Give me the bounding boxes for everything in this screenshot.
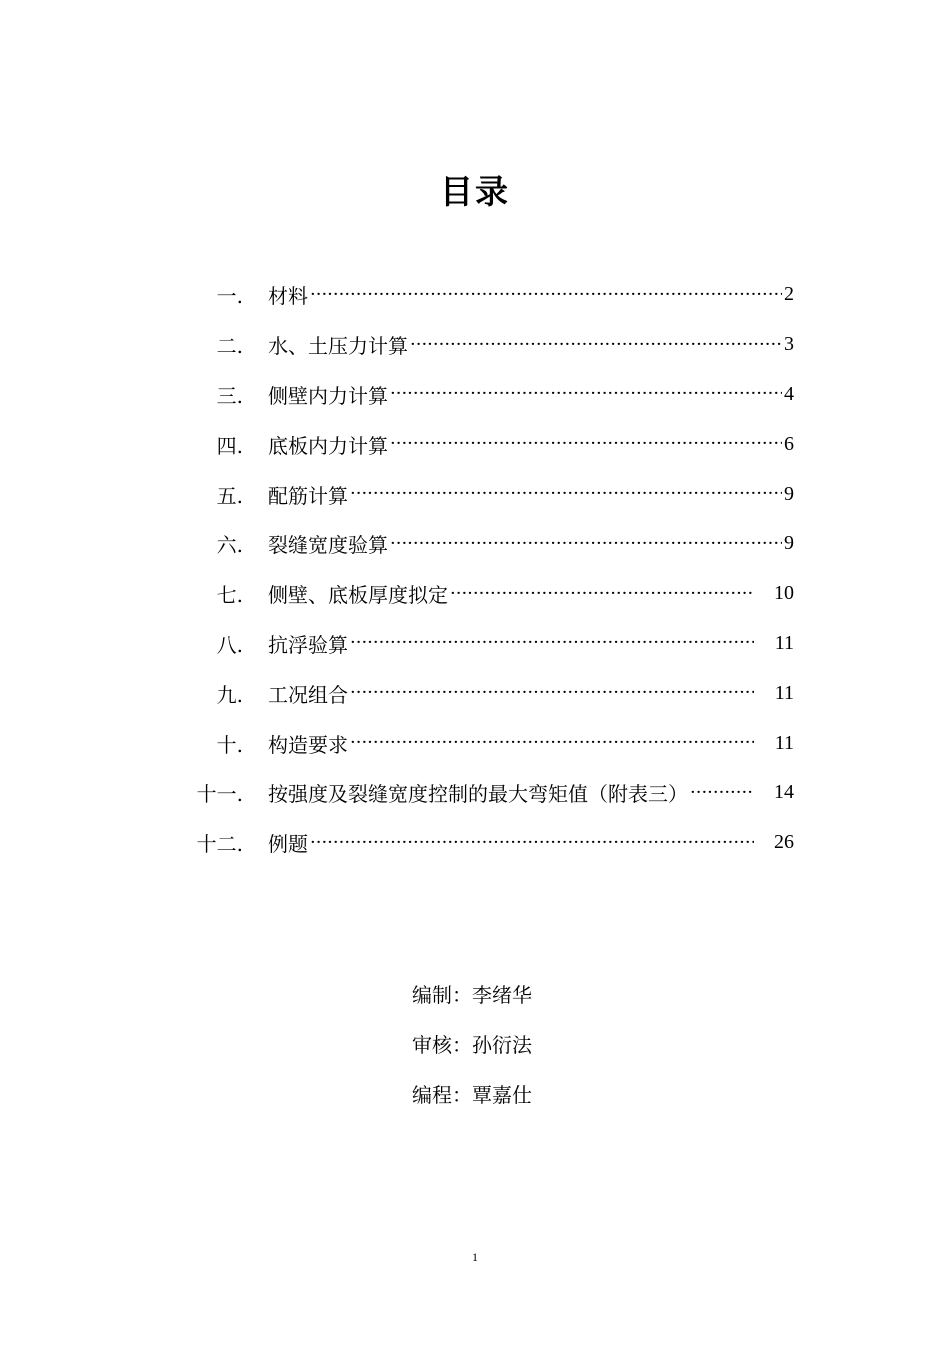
- toc-entry-page: 9: [784, 482, 794, 505]
- toc-entry[interactable]: [188, 519, 794, 569]
- toc-entry-title: 工况组合: [268, 682, 348, 707]
- toc-leader-dots: [310, 286, 782, 304]
- toc-entry-number: 十一.: [196, 782, 243, 807]
- credits-block: [412, 968, 532, 1118]
- toc-entry[interactable]: [188, 619, 794, 669]
- toc-entry[interactable]: [188, 768, 794, 818]
- toc-entry-title: 按强度及裂缝宽度控制的最大弯矩值（附表三）: [268, 782, 688, 807]
- toc-entry-title: 水、土压力计算: [268, 334, 408, 359]
- toc-entry-number: 四.: [216, 433, 243, 458]
- toc-entry-title: 侧壁内力计算: [268, 383, 388, 408]
- toc-entry-title: 例题: [268, 832, 308, 857]
- toc-entry-title: 抗浮验算: [268, 632, 348, 657]
- toc-entry-number: 二.: [216, 334, 243, 359]
- credit-editor: [412, 968, 532, 1018]
- toc-entry-page: 11: [774, 631, 794, 654]
- toc-leader-dots: [390, 385, 782, 403]
- toc-entry-page: 10: [774, 582, 794, 605]
- toc-entry-number: 三.: [216, 383, 243, 408]
- toc-entry[interactable]: [188, 370, 794, 420]
- table-of-contents: [188, 270, 794, 868]
- page-title: 目录: [440, 172, 510, 211]
- credit-label: 审核：: [412, 1032, 472, 1057]
- toc-entry[interactable]: [188, 270, 794, 320]
- page-number: 1: [472, 1250, 478, 1264]
- toc-entry-title: 配筋计算: [268, 483, 348, 508]
- toc-leader-dots: [390, 435, 782, 453]
- toc-entry-page: 6: [784, 432, 794, 455]
- toc-entry[interactable]: [188, 668, 794, 718]
- toc-entry-page: 14: [774, 781, 794, 804]
- toc-leader-dots: [690, 784, 754, 802]
- toc-entry-number: 一.: [216, 284, 243, 309]
- credit-label: 编程：: [412, 1082, 472, 1107]
- credit-label: 编制：: [412, 982, 472, 1007]
- toc-leader-dots: [350, 734, 754, 752]
- toc-entry-page: 4: [784, 382, 794, 405]
- toc-entry-number: 十.: [216, 732, 243, 757]
- toc-leader-dots: [450, 585, 754, 603]
- toc-leader-dots: [390, 535, 782, 553]
- toc-entry-page: 11: [774, 731, 794, 754]
- toc-entry[interactable]: [188, 469, 794, 519]
- toc-leader-dots: [350, 485, 782, 503]
- toc-leader-dots: [350, 634, 754, 652]
- toc-entry-number: 八.: [216, 632, 243, 657]
- toc-entry-page: 3: [784, 333, 794, 356]
- toc-entry[interactable]: [188, 320, 794, 370]
- toc-entry-page: 9: [784, 532, 794, 555]
- toc-entry[interactable]: [188, 818, 794, 868]
- toc-entry-number: 五.: [216, 483, 243, 508]
- toc-entry-title: 材料: [268, 284, 308, 309]
- toc-entry[interactable]: [188, 569, 794, 619]
- toc-entry-number: 六.: [216, 533, 243, 558]
- toc-entry-page: 26: [774, 831, 794, 854]
- credit-programmer: [412, 1068, 532, 1118]
- toc-entry-number: 九.: [216, 682, 243, 707]
- toc-entry-page: 11: [774, 681, 794, 704]
- toc-entry-page: 2: [784, 283, 794, 306]
- toc-leader-dots: [350, 684, 754, 702]
- toc-entry[interactable]: [188, 419, 794, 469]
- credit-name: 孙衍法: [472, 1032, 532, 1057]
- toc-entry-title: 构造要求: [268, 732, 348, 757]
- toc-entry[interactable]: [188, 718, 794, 768]
- toc-entry-title: 底板内力计算: [268, 433, 388, 458]
- toc-leader-dots: [310, 834, 754, 852]
- credit-name: 覃嘉仕: [472, 1082, 532, 1107]
- credit-reviewer: [412, 1018, 532, 1068]
- toc-entry-title: 侧壁、底板厚度拟定: [268, 583, 448, 608]
- toc-entry-title: 裂缝宽度验算: [268, 533, 388, 558]
- toc-leader-dots: [410, 336, 782, 354]
- toc-entry-number: 十二.: [196, 832, 243, 857]
- credit-name: 李绪华: [472, 982, 532, 1007]
- toc-entry-number: 七.: [216, 583, 243, 608]
